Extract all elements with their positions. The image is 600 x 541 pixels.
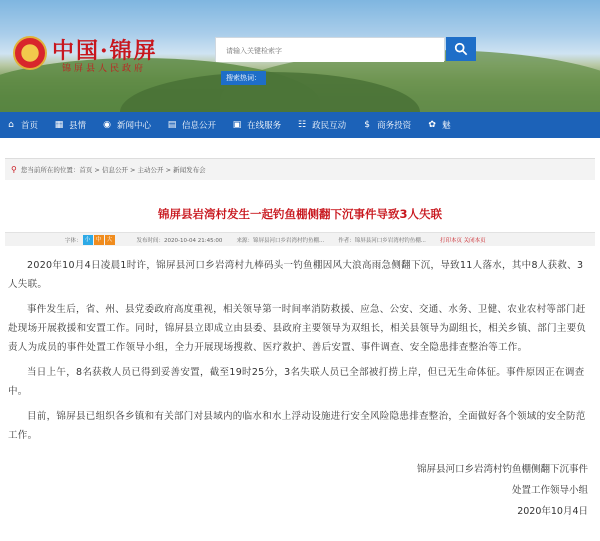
article-title: 锦屏县岩湾村发生一起钓鱼棚侧翻下沉事件导致3人失联	[158, 207, 442, 221]
search-button[interactable]	[446, 37, 476, 61]
signature-org: 锦屏县河口乡岩湾村钓鱼棚侧翻下沉事件	[416, 464, 588, 475]
signature-date: 2020年10月4日	[517, 506, 588, 517]
search-input[interactable]	[216, 40, 444, 62]
nav-item-county-info[interactable]	[54, 119, 86, 131]
online-service-icon: ▣	[232, 120, 242, 130]
article-body	[0, 256, 600, 445]
info-disclosure-icon: ▤	[167, 120, 177, 130]
site-logo-subtitle: 锦屏县人民政府	[62, 64, 147, 74]
nav-item-label: 信息公开	[182, 121, 217, 131]
article-paragraph: 2020年10月4日凌晨1时许，锦屏县河口乡岩湾村九棒码头一钓鱼棚因风大浪高雨急侧翻下沉，导致11人落水，其中8人获救、3人失联。	[8, 260, 584, 290]
breadcrumb	[5, 158, 595, 180]
article-paragraph: 事件发生后，省、州、县党委政府高度重视，相关领导第一时间率消防救援、应急、公安、交通、水务、卫健、农业农村等部门赶赴现场开展救援和安置工作。同时，锦屏县立即成立由县委、县政府主要领导为双组长，相关县领导为副组长，相关乡镇、部门主要负责人为成员的事件处置工作领导小组，全力开展现场搜救、医疗救护、善后安置、事件调查、安全隐患排查整治等工作。	[8, 304, 587, 353]
signature-group: 处置工作领导小组	[511, 485, 588, 496]
nav-item-label: 政民互动	[312, 121, 347, 131]
search-field[interactable]	[215, 37, 445, 61]
nav-item-label: 首页	[21, 121, 39, 131]
nav-item-home[interactable]	[6, 119, 38, 131]
nav-item-online-service[interactable]	[232, 119, 281, 131]
location-pin-icon: ⚲	[11, 165, 17, 174]
county-info-icon: ▦	[54, 120, 64, 130]
article-meta	[5, 232, 595, 246]
article-paragraph: 目前，锦屏县已组织各乡镇和有关部门对县域内的临水和水上浮动设施进行安全风险隐患排查整治，全面做好各个领域的安全防范工作。	[8, 411, 586, 441]
main-nav	[0, 112, 600, 138]
article-source: 来源：锦屏县河口乡岩湾村钓鱼棚...	[236, 237, 325, 244]
publish-time: 发布时间：2020-10-04 21:45:00	[136, 237, 223, 244]
font-size-medium-button[interactable]: 中	[94, 235, 104, 245]
charm-icon: ✿	[428, 120, 436, 130]
nav-item-news[interactable]	[102, 119, 151, 131]
nav-item-charm[interactable]	[427, 119, 451, 131]
print-close-links[interactable]: 打印本页 关闭本页	[439, 237, 486, 244]
article-author: 作者：锦屏县河口乡岩湾村钓鱼棚...	[338, 237, 426, 244]
national-emblem-icon	[13, 36, 47, 70]
home-icon: ⌂	[8, 120, 14, 130]
interaction-icon: ☷	[298, 120, 307, 130]
font-size-small-button[interactable]: 小	[83, 235, 93, 245]
breadcrumb-text[interactable]: 您当前所在的位置：首页 > 信息公开 > 主动公开 > 新闻发布会	[20, 166, 206, 174]
hot-search-label: 搜索热词：	[221, 71, 266, 85]
nav-item-interaction[interactable]	[297, 119, 346, 131]
article-signature	[0, 459, 600, 522]
news-icon: ◉	[103, 120, 111, 130]
font-size-large-button[interactable]: 大	[105, 235, 115, 245]
nav-item-label: 在线服务	[247, 121, 282, 131]
nav-item-label: 魅	[442, 121, 451, 131]
nav-item-info-disclosure[interactable]	[167, 119, 216, 131]
nav-item-label: 商务投资	[377, 121, 412, 131]
nav-item-label: 新闻中心	[117, 121, 152, 131]
site-logo-title[interactable]: 中国·锦屏	[52, 38, 158, 64]
nav-item-label: 县情	[69, 121, 87, 131]
article-paragraph: 当日上午，8名获救人员已得到妥善安置，截至19时25分，3名失联人员已全部被打捞上岸，但已无生命体征。事件原因正在调查中。	[8, 367, 585, 397]
font-size-label: 字体：	[65, 237, 82, 244]
search-icon	[454, 42, 468, 56]
investment-icon: $	[364, 120, 370, 130]
nav-item-investment[interactable]	[362, 119, 411, 131]
site-banner	[0, 0, 600, 112]
